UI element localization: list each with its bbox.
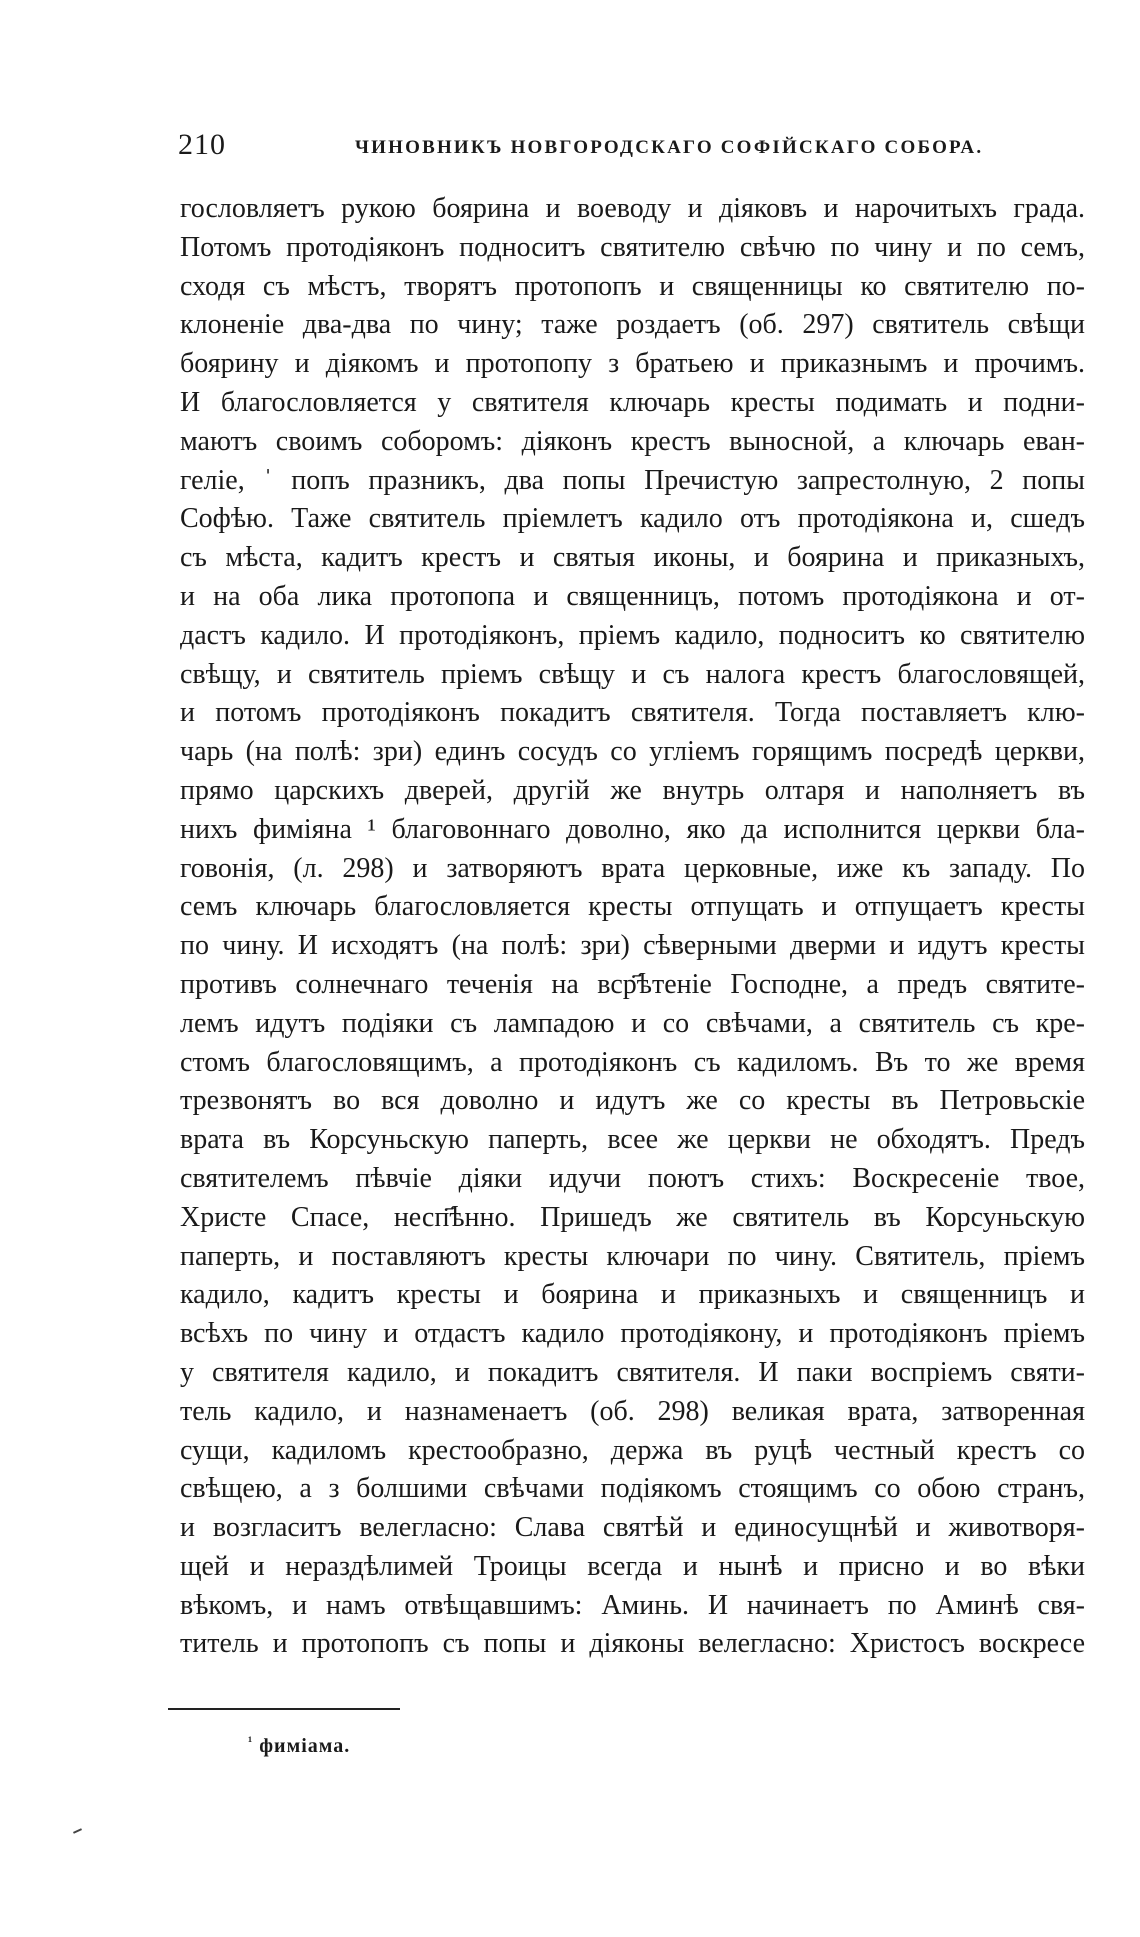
text-line: геліе, ˈ попъ празникъ, два попы Пречистую запрестолную, 2 попы (180, 464, 1085, 496)
text-line: тель кадило, и назнаменаетъ (об. 298) великая врата, затворенная (180, 1395, 1085, 1427)
text-line: семъ ключарь благословляется кресты отпущать и отпущаетъ кресты (180, 891, 1085, 923)
text-line: съ мѣста, кадитъ крестъ и святыя иконы, и боярина и приказныхъ, (180, 542, 1085, 574)
text-line: стомъ благословящимъ, а протодіяконъ съ кадиломъ. Въ то же время (180, 1046, 1085, 1078)
page-number: 210 (178, 128, 226, 161)
text-line: щей и нераздѣлимей Троицы всегда и нынѣ и присно и во вѣки (180, 1550, 1085, 1582)
text-line: лемъ идутъ подіяки съ лампадою и со свѣчами, а святитель съ кре- (180, 1007, 1085, 1039)
text-line: и возгласитъ велегласно: Слава святѣй и единосущнѣй и животворя- (180, 1512, 1085, 1544)
scan-speck (73, 1828, 82, 1834)
running-head (178, 128, 1083, 168)
footnote-text: фиміама. (259, 1735, 351, 1757)
text-line: врата въ Корсуньскую паперть, всее же церкви не обходятъ. Предъ (180, 1124, 1085, 1156)
text-line: И благословляется у святителя ключарь кресты подимать и подни- (180, 386, 1085, 418)
text-line: вѣкомъ, и намъ отвѣщавшимъ: Аминь. И начинаетъ по Аминѣ свя- (180, 1589, 1085, 1621)
text-line: Потомъ протодіяконъ подноситъ святителю свѣчю по чину и по семъ, (180, 231, 1085, 263)
text-line: гословляетъ рукою боярина и воеводу и діяковъ и нарочитыхъ града. (180, 193, 1085, 224)
text-line: у святителя кадило, и покадитъ святителя. И паки воспріемъ святи- (180, 1356, 1085, 1388)
text-line: Христе Спасе, несп҃ѣнно. Пришедъ же святитель въ Корсуньскую (180, 1201, 1085, 1233)
text-line: сущи, кадиломъ крестообразно, держа въ руцѣ честный крестъ со (180, 1434, 1085, 1466)
text-line: всѣхъ по чину и отдастъ кадило протодіякону, и протодіяконъ пріемъ (180, 1318, 1085, 1350)
text-line: титель и протопопъ съ попы и діяконы велегласно: Христосъ воскресе (180, 1628, 1085, 1660)
text-line: чарь (на полѣ: зри) единъ сосудъ со угліемъ горящимъ посредѣ церкви, (180, 736, 1085, 768)
text-line: нихъ фиміяна ¹ благовоннаго доволно, яко да исполнится церкви бла- (180, 813, 1085, 845)
text-line: прямо царскихъ дверей, другій же внутрь олтаря и наполняетъ въ (180, 774, 1085, 806)
body-text (180, 190, 1085, 1664)
footnote (248, 1735, 350, 1758)
text-line: противъ солнечнаго теченія на вср҃ѣтеніе Господне, а предъ святите- (180, 968, 1085, 1000)
text-line: свѣщею, а з болшими свѣчами подіякомъ стоящимъ со обою странъ, (180, 1473, 1085, 1505)
text-line: дастъ кадило. И протодіяконъ, пріемъ кадило, подноситъ ко святителю (180, 619, 1085, 651)
text-line: и на оба лика протопопа и священницъ, потомъ протодіякона и от- (180, 580, 1085, 612)
text-line: святителемъ пѣвчіе діяки идучи поютъ стихъ: Воскресеніе твое, (180, 1162, 1085, 1194)
text-line: трезвонятъ во вся доволно и идутъ же со кресты въ Петровьскіе (180, 1085, 1085, 1117)
text-line: по чину. И исходятъ (на полѣ: зри) сѣверными дверми и идутъ кресты (180, 930, 1085, 962)
text-line: боярину и діякомъ и протопопу з братьею и приказнымъ и прочимъ. (180, 348, 1085, 380)
text-line: говонія, (л. 298) и затворяютъ врата церковные, иже къ западу. По (180, 852, 1085, 884)
text-line: сходя съ мѣстъ, творятъ протопопъ и священницы ко святителю по- (180, 270, 1085, 302)
text-line: свѣщу, и святитель пріемъ свѣщу и съ налога крестъ благословящей, (180, 658, 1085, 690)
text-line: маютъ своимъ соборомъ: діяконъ крестъ выносной, а ключарь еван- (180, 425, 1085, 457)
text-line: Софѣю. Таже святитель пріемлетъ кадило отъ протодіякона и, сшедъ (180, 503, 1085, 535)
footnote-divider (168, 1708, 400, 1710)
text-line: кадило, кадитъ кресты и боярина и приказныхъ и священницъ и (180, 1279, 1085, 1311)
footnote-mark: ¹ (248, 1735, 254, 1750)
running-title: ЧИНОВНИКЪ НОВГОРОДСКАГО СОФІЙСКАГО СОБОРА. (355, 137, 984, 158)
text-line: и потомъ протодіяконъ покадитъ святителя. Тогда поставляетъ клю- (180, 697, 1085, 729)
text-line: паперть, и поставляютъ кресты ключари по чину. Святитель, пріемъ (180, 1240, 1085, 1272)
text-line: клоненіе два-два по чину; таже роздаетъ (об. 297) святитель свѣщи (180, 309, 1085, 341)
